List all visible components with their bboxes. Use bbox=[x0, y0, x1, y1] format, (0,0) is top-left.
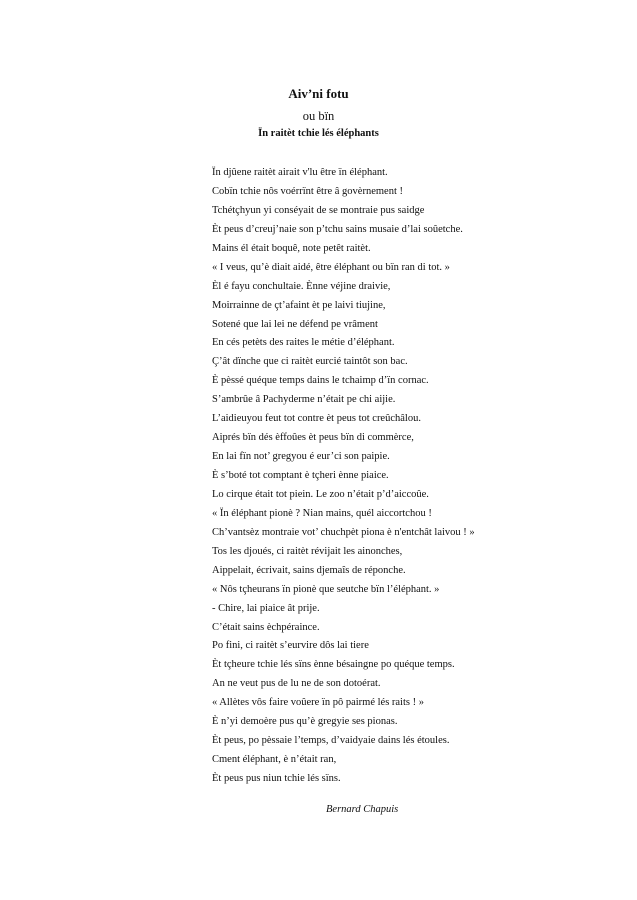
poem-line: È s’boté tot comptant è tçheri ènne piaice. bbox=[212, 470, 389, 481]
poem-line: An ne veut pus de lu ne de son dotoérat. bbox=[212, 678, 381, 690]
poem-author: Bernard Chapuis bbox=[326, 804, 399, 815]
poem-line: « I veus, qu’è diait aidé, être éléphant ou bïn ran di tot. » bbox=[212, 261, 450, 273]
poem-line: Tchétçhyun yi conséyait de se montraie pus saidge bbox=[212, 204, 425, 216]
poem-line: Moirrainne de çt’afaint èt pe laivi tiujine, bbox=[212, 299, 386, 311]
poem-line: « Nôs tçheurans ïn pionè que seutche bïn l’éléphant. » bbox=[212, 583, 440, 595]
poem-line: Èt peus pus niun tchie lés sïns. bbox=[212, 773, 341, 784]
poem-line: S’ambrûe â Pachyderme n’était pe chi aijie. bbox=[212, 394, 396, 406]
poem-secondary-title: Ïn raitèt tchie lés éléphants bbox=[258, 128, 379, 139]
poem-line: Ïn djûene raitèt airait v'lu être ïn éléphant. bbox=[212, 167, 388, 178]
poem-line: « Allètes vôs faire voûere ïn pô pairmé lés raits ! » bbox=[212, 697, 424, 709]
poem-line: È n’yi demoère pus qu’è gregyie ses pionas. bbox=[212, 716, 398, 728]
poem-line: Sotené que lai lei ne défend pe vrâment bbox=[212, 318, 378, 330]
poem-subtitle: ou bïn bbox=[302, 109, 335, 123]
poem-line: Cobïn tchie nôs voérrïnt être â govèrnement ! bbox=[212, 185, 403, 197]
poem-line: Po fini, ci raitèt s’eurvire dôs lai tiere bbox=[212, 640, 369, 652]
poem-line: En lai fïn not’ gregyou é eur’ci son paipie. bbox=[212, 451, 390, 463]
poem-line: Mains él était boquê, note petêt raitèt. bbox=[212, 242, 371, 254]
poem-line: Aiprés bïn dés èffoûes èt peus bïn di commèrce, bbox=[212, 432, 414, 444]
poem-line: È pèssé quéque temps dains le tchaimp d’ïn cornac. bbox=[212, 375, 429, 387]
poem-title: Aiv’ni fotu bbox=[288, 86, 349, 101]
poem-line: L’aidieuyou feut tot contre èt peus tot creûchâlou. bbox=[212, 413, 421, 425]
poem-line: Èt tçheure tchie lés sïns ènne bésaingne po quéque temps. bbox=[212, 659, 455, 671]
poem-line: « Ïn éléphant pionè ? Nian mains, quél aiccortchou ! bbox=[212, 507, 432, 519]
poem-line: Aippelait, écrivait, sains djemaîs de réponche. bbox=[212, 564, 406, 576]
poem-line: Lo cirque était tot piein. Le zoo n’était p’d’aiccoûe. bbox=[212, 488, 429, 500]
poem-line: Èt peus, po pèssaie l’temps, d’vaidyaie dains lés étoules. bbox=[212, 735, 450, 747]
poem-line: C’était sains èchpéraince. bbox=[212, 621, 320, 633]
poem-line: Èl é fayu conchultaie. Ènne véjine draivie, bbox=[212, 280, 391, 292]
poem-line: Cment éléphant, è n’était ran, bbox=[212, 754, 337, 766]
poem-line: Ch’vantsèz montraie vot’ chuchpèt piona è n'entchât laivou ! » bbox=[212, 526, 475, 538]
poem-line: En cés petèts des raites le métie d’éléphant. bbox=[212, 337, 395, 349]
poem-body bbox=[212, 164, 612, 789]
poem-line: Èt peus d’creuj’naie son p’tchu sains musaie d’lai soûetche. bbox=[212, 223, 463, 235]
poem-line: Ç’ât dïnche que ci raitèt eurcié taintôt son bac. bbox=[212, 356, 408, 368]
poem-line: Tos les djoués, ci raitèt révijait les ainonches, bbox=[212, 545, 403, 557]
poem-line: - Chire, lai piaice ât prije. bbox=[212, 602, 320, 614]
